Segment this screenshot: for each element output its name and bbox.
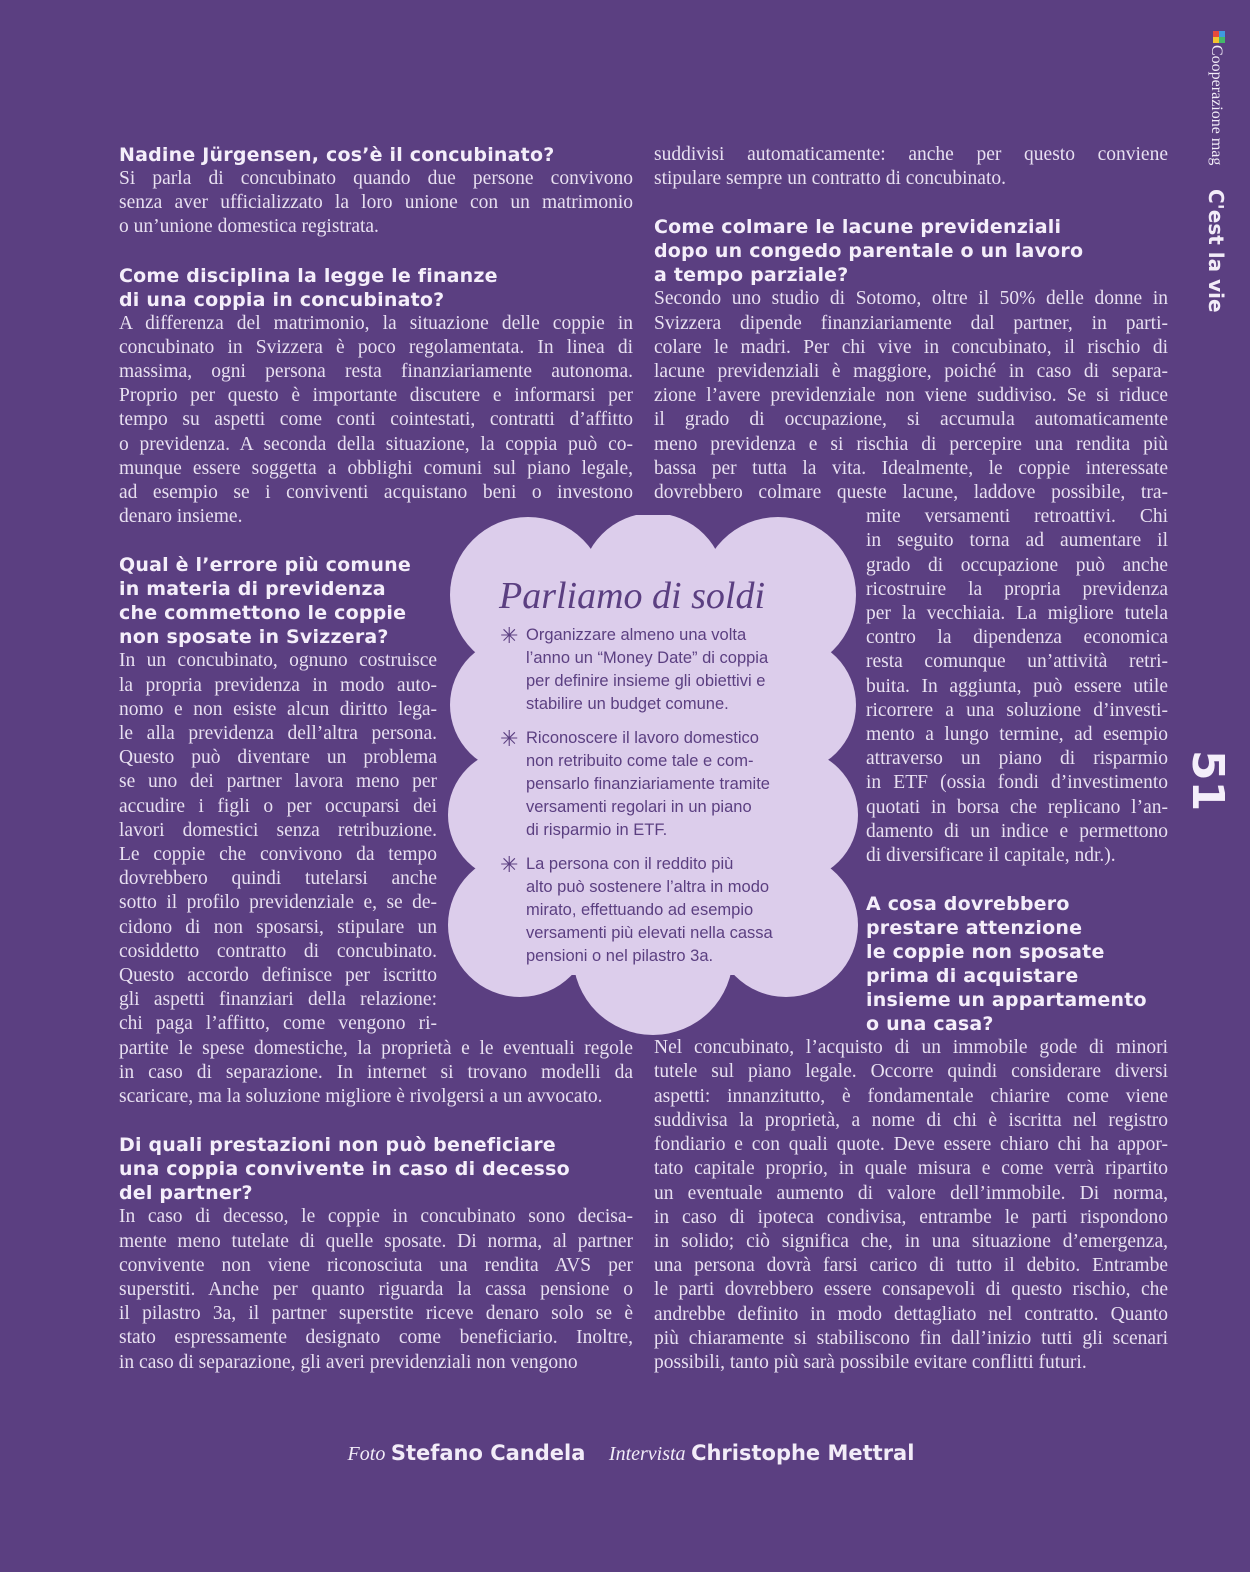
interview-label: Intervista — [608, 1443, 686, 1465]
text-line: grado di occupazione può anche — [866, 554, 1168, 576]
answer-paragraph — [119, 312, 633, 530]
asterisk-icon: ✳ — [500, 852, 519, 877]
heading-line: del partner? — [119, 1182, 253, 1205]
text-line: partite le spese domestiche, la proprietà e le eventuali regole — [119, 1037, 633, 1059]
heading-line: in materia di previdenza — [119, 578, 386, 601]
text-line: tutele sul piano legale. Occorre quindi considerare diversi — [654, 1061, 1168, 1083]
heading-line: A cosa dovrebbero — [866, 893, 1070, 916]
question-heading — [119, 264, 633, 312]
text-line: convivente non viene riconosciuta una rendita AVS per — [119, 1254, 633, 1276]
info-box-item — [500, 624, 820, 716]
qa-block — [119, 1133, 633, 1374]
text-line: Questo accordo definisce per iscritto — [119, 965, 437, 987]
question-heading — [654, 215, 1168, 287]
heading-line: Qual è l’errore più comune — [119, 554, 411, 577]
text-line: nomo e non esiste alcun diritto lega- — [119, 698, 437, 720]
text-line: la propria previdenza in modo auto- — [119, 674, 437, 696]
text-line: In un concubinato, ognuno costruisce — [119, 650, 437, 672]
heading-line: a tempo parziale? — [654, 264, 849, 287]
text-line: massima, ogni persona resta finanziariamente autonoma. — [119, 361, 633, 383]
text-line: in solido; ciò significa che, in una situazione d’emergenza, — [654, 1230, 1168, 1252]
text-line: scaricare, ma la soluzione migliore è rivolgersi a un avvocato. — [119, 1086, 603, 1108]
section-name: C'est la vie — [1204, 189, 1228, 313]
info-box-item-text: La persona con il reddito più alto può sostenere l’altra in modo mirato, effettuando ad esempio versamenti più elevati nella cassa pensioni o nel pilastro 3a. — [526, 855, 773, 965]
text-line: in caso di ipoteca condivisa, entrambe le parti rispondono — [654, 1206, 1168, 1228]
text-line: se uno dei partner lavora meno per — [119, 771, 437, 793]
text-line: in ETF (ossia fondi d’investimento — [866, 772, 1168, 794]
text-line: buita. In aggiunta, può essere utile — [866, 675, 1168, 697]
heading-line: una coppia convivente in caso di decesso — [119, 1158, 570, 1181]
text-line: In caso di decesso, le coppie in concubinato sono decisa- — [119, 1206, 633, 1228]
text-line: in seguito torna ad aumentare il — [866, 530, 1168, 552]
text-line: Si parla di concubinato quando due persone convivono — [119, 168, 633, 189]
interviewer-name: Christophe Mettral — [691, 1441, 915, 1465]
qa-block — [654, 143, 1168, 191]
info-box-item — [500, 727, 820, 842]
info-box-title: Parliamo di soldi — [499, 575, 766, 617]
text-line: resta comunque un’attività retri- — [866, 651, 1168, 673]
text-line: fondiario e con quali quote. Deve essere chiaro chi ha appor- — [654, 1134, 1168, 1156]
text-line: possibili, tanto più sarà possibile evitare conflitti futuri. — [654, 1351, 1087, 1373]
text-line: dovrebbero quindi tutelarsi anche — [119, 868, 437, 890]
text-line: le alla previdenza dell’altra persona. — [119, 723, 437, 745]
info-box-item-text: Organizzare almeno una volta l’anno un “Money Date” di coppia per definire insieme gli obiettivi e stabilire un budget comune. — [526, 626, 769, 713]
text-line: mento a lungo termine, ad esempio — [866, 724, 1168, 746]
qa-block — [119, 264, 633, 530]
text-line: in caso di separazione. In internet si trovano modelli da — [119, 1061, 633, 1083]
text-line: le parti dovrebbero essere consapevoli di questo rischio, che — [654, 1279, 1168, 1301]
text-line: Svizzera dipende finanziariamente dal partner, in parti- — [654, 312, 1168, 334]
text-line: il pilastro 3a, il partner superstite riceve denaro solo se è — [119, 1303, 633, 1325]
text-line: ricorrere a una soluzione d’investi- — [866, 699, 1168, 721]
text-line: meno previdenza e si rischia di percepire una rendita più — [654, 433, 1168, 455]
text-line: colare le madri. Per chi vive in concubinato, il rischio di — [654, 336, 1168, 358]
text-line: andrebbe definito in modo dettagliato nel contratto. Quanto — [654, 1303, 1168, 1325]
text-line: concubinato in Svizzera è poco regolamentata. In linea di — [119, 336, 633, 358]
credits — [0, 1440, 1250, 1466]
heading-line: Come disciplina la legge le finanze — [119, 264, 498, 287]
running-header — [1198, 45, 1228, 313]
text-line: bassa per tutta la vita. Idealmente, le coppie interessate — [654, 457, 1168, 479]
text-line: chi paga l’affitto, come vengono ri- — [119, 1013, 437, 1035]
text-line: o previdenza. A seconda della situazione, la coppia può co- — [119, 433, 633, 455]
text-line: A differenza del matrimonio, la situazione delle coppie in — [119, 312, 633, 334]
heading-line: prestare attenzione — [866, 917, 1083, 940]
text-line: una persona dovrà farsi carico di tutto il debito. Entrambe — [654, 1255, 1168, 1277]
heading-line: o una casa? — [866, 1013, 994, 1036]
question-heading — [119, 143, 633, 167]
text-line: munque essere soggetta a obblighi comuni sul piano legale, — [119, 457, 633, 479]
answer-paragraph — [654, 1036, 1168, 1375]
text-line: più chiaramente si stabiliscono fin dall’inizio tutti gli scenari — [654, 1327, 1168, 1349]
text-line: accudire i figli o per occuparsi dei — [119, 795, 437, 817]
text-line: suddivisa la proprietà, a nome di chi è iscritta nel registro — [654, 1109, 1168, 1131]
text-line: suddivisi automaticamente: anche per questo conviene — [654, 144, 1168, 165]
text-line: stato espressamente designato come beneficiario. Inoltre, — [119, 1327, 633, 1349]
text-line: ricostruire la propria previdenza — [866, 578, 1168, 600]
heading-line: prima di acquistare — [866, 965, 1079, 988]
photographer-name: Stefano Candela — [390, 1441, 586, 1465]
text-line: zione l’avere previdenziale non viene suddiviso. Se si riduce — [654, 385, 1168, 407]
text-line: lacune previdenziali è maggiore, poiché in caso di separa- — [654, 361, 1168, 383]
text-line: dovrebbero colmare queste lacune, laddove possibile, tra- — [654, 482, 1168, 504]
text-line: Questo può diventare un problema — [119, 747, 437, 769]
text-line: damento di un indice e permettono — [866, 820, 1168, 842]
info-box-item-text: Riconoscere il lavoro domestico non retribuito come tale e com- pensarlo finanziariamente tramite versamenti regolari in un piano di risparmio in ETF. — [526, 729, 770, 839]
text-line: superstiti. Anche per quanto riguarda la cassa pensione o — [119, 1278, 633, 1300]
text-line: o un’unione domestica registrata. — [119, 216, 379, 238]
text-line: quotati in borsa che replicano l’an- — [866, 796, 1168, 818]
answer-paragraph — [119, 1205, 633, 1374]
heading-line: non sposate in Svizzera? — [119, 626, 389, 649]
page-number: 51 — [1182, 750, 1233, 812]
text-line: stipulare sempre un contratto di concubinato. — [654, 168, 1006, 190]
heading-line: che commettono le coppie — [119, 602, 407, 625]
asterisk-icon: ✳ — [500, 623, 519, 648]
asterisk-icon: ✳ — [500, 726, 519, 751]
brand-logo-icon — [1213, 30, 1225, 42]
text-line: di diversificare il capitale, ndr.). — [866, 845, 1116, 867]
text-line: per la vecchiaia. La migliore tutela — [866, 603, 1168, 625]
text-line: senza aver ufficializzato la loro unione con un matrimonio — [119, 192, 633, 214]
text-line: un eventuale aumento di valore dell’immobile. Di norma, — [654, 1182, 1168, 1204]
text-line: lavori domestici senza retribuzione. — [119, 819, 437, 841]
text-line: ad esempio se i conviventi acquistano beni o investono — [119, 482, 633, 504]
heading-line: di una coppia in concubinato? — [119, 288, 445, 311]
text-line: tempo su aspetti come conti cointestati, contratti d’affitto — [119, 409, 633, 431]
text-line: Secondo uno studio di Sotomo, oltre il 50% delle donne in — [654, 288, 1168, 310]
text-line: tato capitale proprio, in quale misura e come verrà ripartito — [654, 1158, 1168, 1180]
text-line: il grado di occupazione, si accumula automaticamente — [654, 409, 1168, 431]
magazine-name: Cooperazione mag — [1208, 45, 1225, 166]
info-box-item — [500, 853, 820, 968]
heading-line: Nadine Jürgensen, cos’è il concubinato? — [119, 144, 555, 166]
text-line: Nel concubinato, l’acquisto di un immobile gode di minori — [654, 1037, 1168, 1059]
text-line: in caso di separazione, gli averi previdenziali non vengono — [119, 1351, 578, 1373]
photo-label: Foto — [347, 1443, 386, 1465]
text-line: Proprio per questo è importante discutere e informarsi per — [119, 385, 633, 407]
question-heading — [866, 892, 1168, 1036]
info-box-list — [500, 624, 820, 979]
text-line: Le coppie che convivono da tempo — [119, 844, 437, 866]
heading-line: insieme un appartamento — [866, 989, 1147, 1012]
text-line: attraverso un piano di risparmio — [866, 748, 1168, 770]
qa-block — [119, 143, 633, 240]
text-line: cosiddetto contratto di concubinato. — [119, 940, 437, 962]
text-line: gli aspetti finanziari della relazione: — [119, 989, 437, 1011]
text-line: aspetti: innanzitutto, è fondamentale chiarire come viene — [654, 1085, 1168, 1107]
heading-line: Di quali prestazioni non può beneficiare — [119, 1134, 556, 1157]
heading-line: Come colmare le lacune previdenziali — [654, 216, 1062, 239]
question-heading — [119, 1133, 633, 1205]
text-line: cidono di non sposarsi, stipulare un — [119, 916, 437, 938]
text-line: mite versamenti retroattivi. Chi — [866, 506, 1168, 528]
text-line: mente meno tutelate di quelle sposate. Di norma, al partner — [119, 1230, 633, 1252]
answer-paragraph — [119, 167, 633, 240]
answer-paragraph — [654, 143, 1168, 191]
heading-line: le coppie non sposate — [866, 941, 1105, 964]
text-line: contro la dipendenza economica — [866, 627, 1168, 649]
heading-line: dopo un congedo parentale o un lavoro — [654, 240, 1084, 263]
text-line: denaro insieme. — [119, 506, 243, 528]
text-line: sotto il profilo previdenziale e, se de- — [119, 892, 437, 914]
